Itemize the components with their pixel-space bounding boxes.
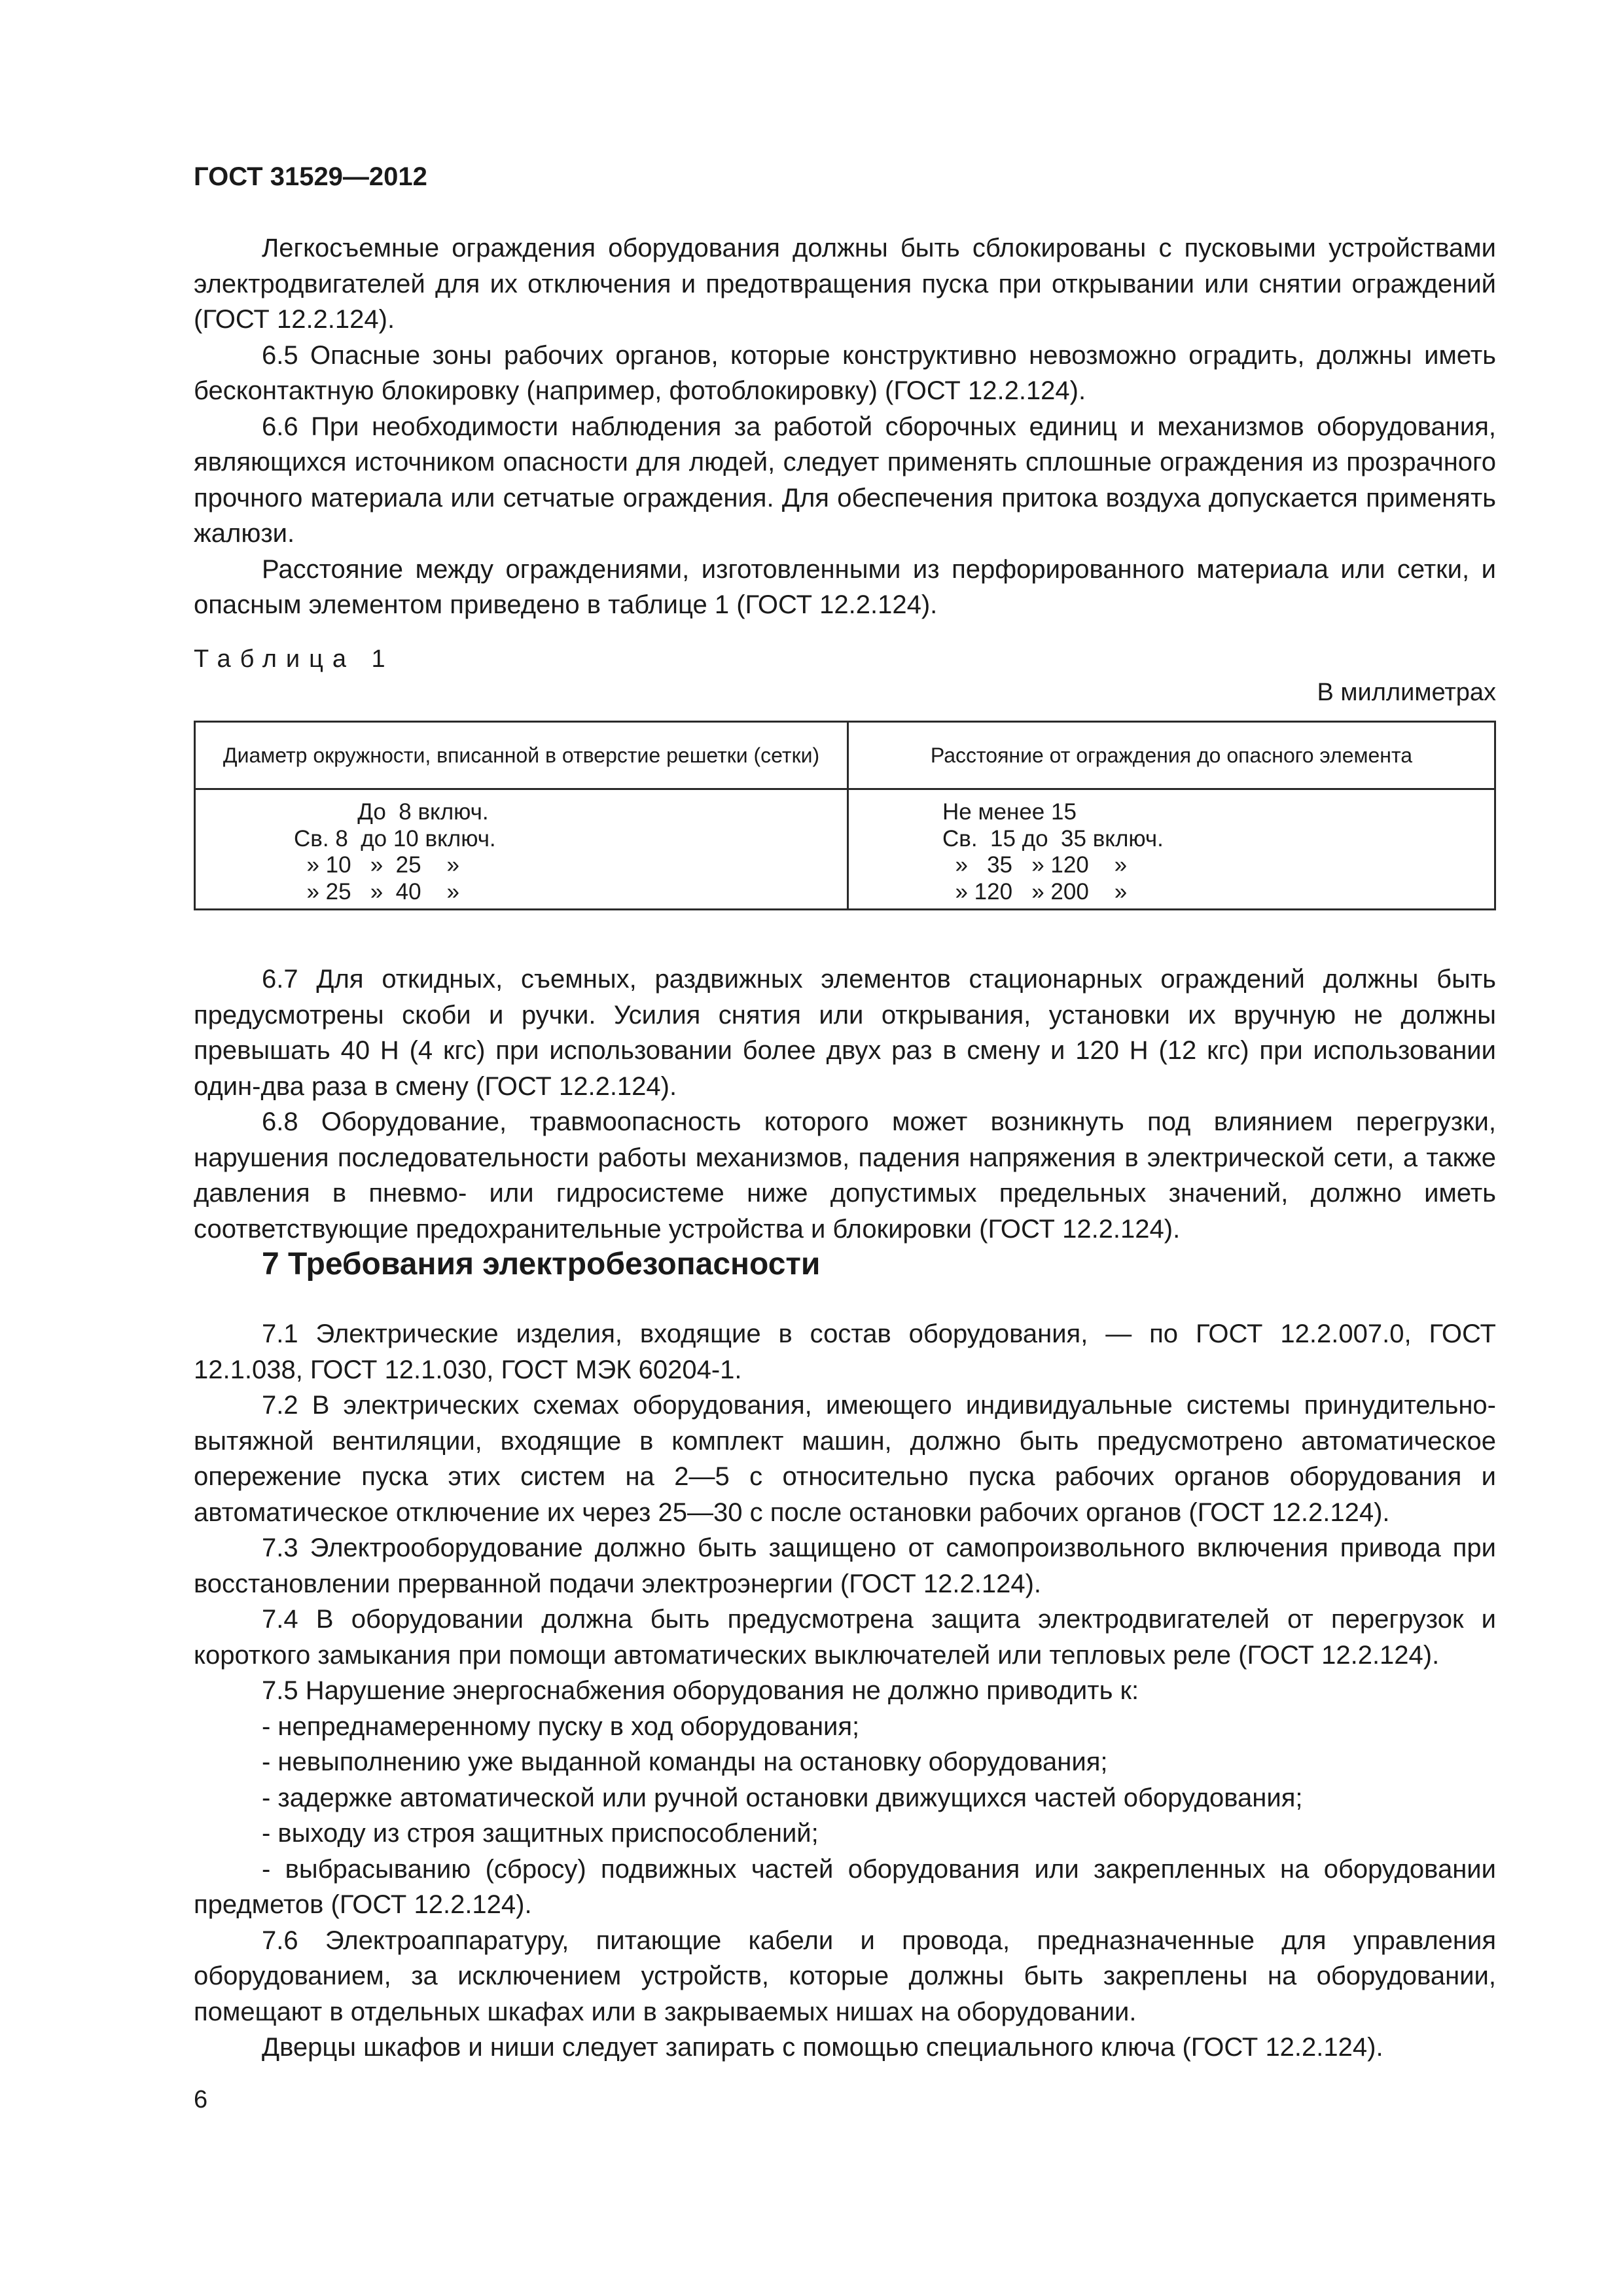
- list-item: - выбрасыванию (сбросу) подвижных частей оборудования или закрепленных на оборудовании предметов (ГОСТ 12.2.124).: [194, 1854, 1496, 1919]
- paragraph: 7.4 В оборудовании должна быть предусмотрена защита электродвигателей от перегрузок и короткого замыкания при помощи автоматических выключателей или тепловых реле (ГОСТ 12.2.124).: [194, 1605, 1496, 1670]
- table-header-diameter: Диаметр окружности, вписанной в отверстие решетки (сетки): [223, 744, 820, 767]
- table-header-distance: Расстояние от ограждения до опасного элемента: [930, 744, 1413, 767]
- page-number: 6: [194, 2086, 208, 2113]
- document-page: [194, 0, 1496, 2296]
- paragraph: Легкосъемные ограждения оборудования должны быть сблокированы с пусковыми устройствами электродвигателей для их отключения и предотвращения пуска при открывании или снятии ограждений (ГОСТ 12.2.124).: [194, 234, 1496, 334]
- paragraph: 7.3 Электрооборудование должно быть защищено от самопроизвольного включения привода при восстановлении прерванной подачи электроэнергии (ГОСТ 12.2.124).: [194, 1534, 1496, 1598]
- paragraph: 7.2 В электрических схемах оборудования, имеющего индивидуальные системы принудительно-вытяжной вентиляции, входящие в комплект машин, должно быть предусмотрено автоматическое опережение пуска этих систем на 2—5 с относительно пуска рабочих органов оборудования и автоматическое отключение их через 25—30 с после остановки рабочих органов (ГОСТ 12.2.124).: [194, 1391, 1496, 1527]
- table-cell-distance-values: Не менее 15 Св. 15 до 35 включ. » 35 » 120 » » 120 » 200 »: [942, 799, 1164, 905]
- table-units: В миллиметрах: [1317, 679, 1496, 706]
- paragraph: 7.1 Электрические изделия, входящие в состав оборудования, — по ГОСТ 12.2.007.0, ГОСТ 12.1.038, ГОСТ 12.1.030, ГОСТ МЭК 60204-1.: [194, 1319, 1496, 1384]
- paragraph: 6.6 При необходимости наблюдения за работой сборочных единиц и механизмов оборудования, являющихся источником опасности для людей, следует применять сплошные ограждения из прозрачного прочного материала или сетчатые ограждения. Для обеспечения притока воздуха допускается применять жалюзи.: [194, 412, 1496, 548]
- paragraph: Дверцы шкафов и ниши следует запирать с помощью специального ключа (ГОСТ 12.2.124).: [262, 2033, 1383, 2062]
- list-item: - непреднамеренному пуску в ход оборудования;: [262, 1712, 860, 1741]
- list-item: - выходу из строя защитных приспособлений;: [262, 1819, 819, 1848]
- table-caption: Таблица 1: [194, 645, 395, 673]
- table-header-divider: [196, 788, 1494, 790]
- text-block-section-7: [194, 1316, 1496, 2066]
- table-1: [194, 721, 1496, 910]
- list-item: - невыполнению уже выданной команды на остановку оборудования;: [262, 1748, 1108, 1776]
- paragraph: 7.5 Нарушение энергоснабжения оборудования не должно приводить к:: [262, 1676, 1139, 1705]
- text-block-section-6-cont: [194, 230, 1496, 623]
- paragraph: 6.5 Опасные зоны рабочих органов, которые конструктивно невозможно оградить, должны иметь бесконтактную блокировку (например, фотоблокировку) (ГОСТ 12.2.124).: [194, 340, 1496, 405]
- table-cell-diameter-values: До 8 включ. Св. 8 до 10 включ. » 10 » 25 » » 25 » 40 »: [294, 799, 496, 905]
- text-block-6-7-6-8: [194, 961, 1496, 1247]
- paragraph: Расстояние между ограждениями, изготовленными из перфорированного материала или сетки, и опасным элементом приведено в таблице 1 (ГОСТ 12.2.124).: [194, 554, 1496, 619]
- document-header: ГОСТ 31529—2012: [194, 162, 427, 191]
- list-item: - задержке автоматической или ручной остановки движущихся частей оборудования;: [262, 1783, 1303, 1812]
- paragraph: 7.6 Электроаппаратуру, питающие кабели и провода, предназначенные для управления оборудованием, за исключением устройств, которые должны быть закреплены на оборудовании, помещают в отдельных шкафах или в закрываемых нишах на оборудовании.: [194, 1926, 1496, 2026]
- section-heading-7: 7 Требования электробезопасности: [262, 1247, 821, 1282]
- paragraph: 6.7 Для откидных, съемных, раздвижных элементов стационарных ограждений должны быть предусмотрены скоби и ручки. Усилия снятия или открывания, установки их вручную не должны превышать 40 Н (4 кгс) при использовании более двух раз в смену и 120 Н (12 кгс) при использовании один-два раза в смену (ГОСТ 12.2.124).: [194, 965, 1496, 1101]
- paragraph: 6.8 Оборудование, травмоопасность которого может возникнуть под влиянием перегрузки, нарушения последовательности работы механизмов, падения напряжения в электрической сети, а также давления в пневмо- или гидросистеме ниже допустимых предельных значений, должно иметь соответствующие предохранительные устройства и блокировки (ГОСТ 12.2.124).: [194, 1107, 1496, 1244]
